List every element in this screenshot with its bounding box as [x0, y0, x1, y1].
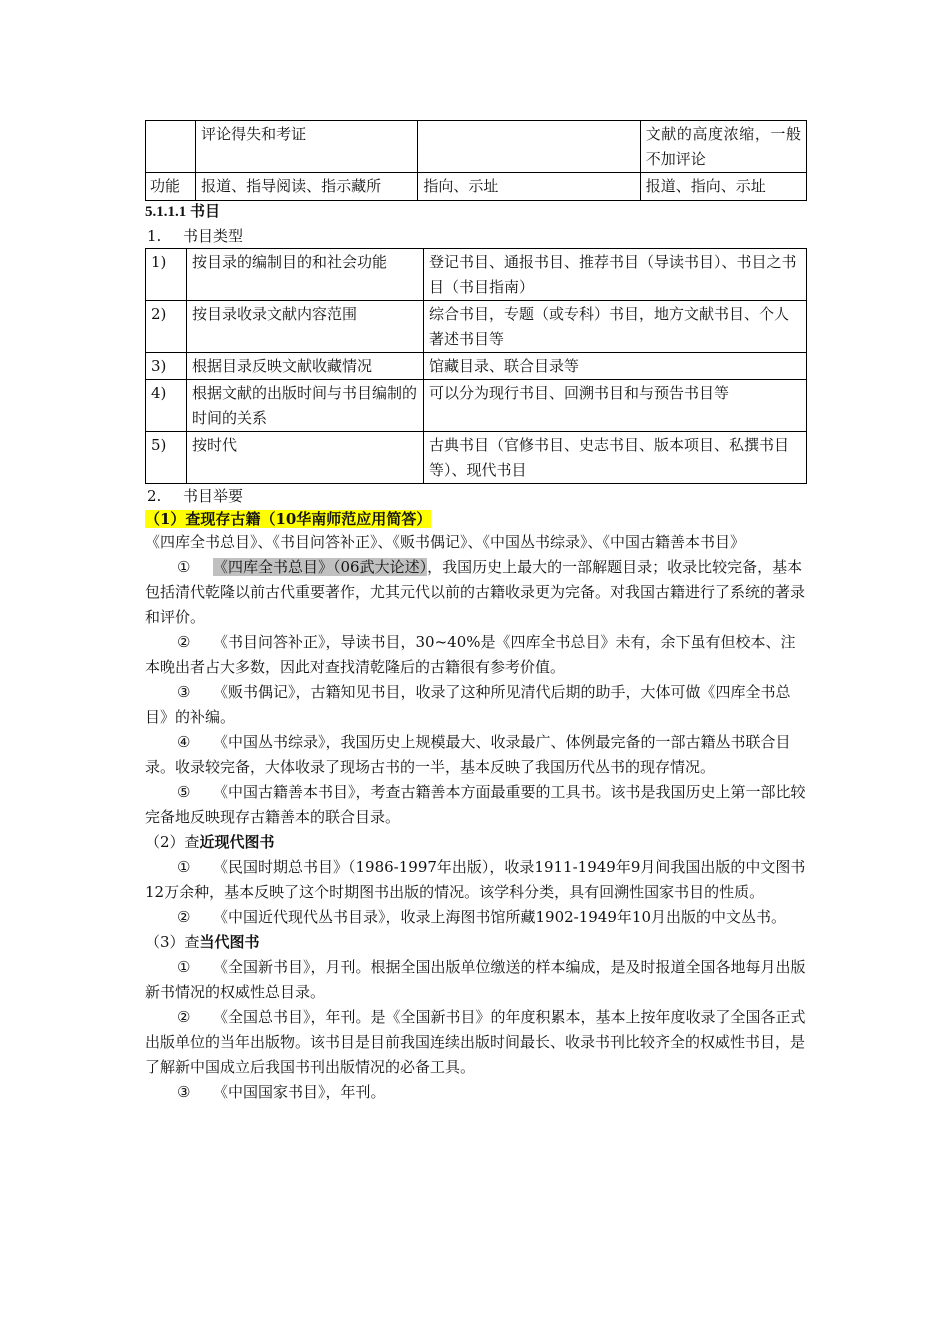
paragraph	[145, 905, 807, 930]
paragraph	[145, 780, 807, 830]
bibliography-types-table	[145, 248, 807, 484]
table-row	[146, 173, 807, 201]
subsection-heading	[145, 830, 807, 855]
paragraph: 《四库全书总目》、《书目问答补正》、《贩书偶记》、《中国丛书综录》、《中国古籍善本书目》	[145, 533, 746, 551]
table-cell: 报道、指向、示址	[640, 173, 806, 201]
paragraph-text: 《民国时期总书目》（1986-1997年出版），收录1911-1949年9月间我国出版的中文图书12万余种，基本反映了这个时期图书出版的情况。该学科分类，具有回溯性国家书目的性质。	[145, 858, 806, 901]
list-number: 2.	[147, 487, 162, 505]
list-marker: ④	[177, 733, 191, 751]
table-row	[146, 380, 807, 432]
paragraph-text: 《全国新书目》，月刊。根据全国出版单位缴送的样本编成，是及时报道全国各地每月出版新书情况的权威性总目录。	[145, 958, 806, 1001]
list-number: 1.	[147, 227, 162, 245]
list-marker: ③	[177, 683, 191, 701]
list-marker: ⑤	[177, 783, 191, 801]
comparison-table	[145, 120, 807, 201]
paragraph-text: 《书目问答补正》，导读书目，30~40%是《四库全书总目》未有，余下虽有但校本、注本晚出者占大多数，因此对查找清乾隆后的古籍很有参考价值。	[145, 633, 796, 676]
paragraph	[145, 1080, 807, 1105]
table-cell: 评论得失和考证	[196, 121, 418, 173]
table-cell: 古典书目（官修书目、史志书目、版本项目、私撰书目等）、现代书目	[424, 432, 807, 484]
paragraph	[145, 730, 807, 780]
paragraph-text: 《中国国家书目》，年刊。	[213, 1083, 386, 1101]
table-cell: 2)	[146, 301, 187, 353]
list-marker: ①	[177, 858, 191, 876]
table-cell: 3)	[146, 353, 187, 380]
table-row	[146, 249, 807, 301]
list-marker: ①	[177, 558, 191, 576]
table-row	[146, 432, 807, 484]
list-marker: ②	[177, 633, 191, 651]
heading-bold: 近现代图书	[199, 833, 275, 851]
table-cell: 指向、示址	[418, 173, 640, 201]
list-marker: ②	[177, 908, 191, 926]
section-heading: 5.1.1.1 书目	[145, 204, 221, 220]
table-cell: 文献的高度浓缩，一般不加评论	[640, 121, 806, 173]
paragraph	[145, 680, 807, 730]
document-page	[145, 120, 807, 1105]
heading-prefix: （2）查	[145, 833, 200, 851]
list-text: 书目举要	[183, 487, 244, 505]
list-text: 书目类型	[183, 227, 244, 245]
list-item	[145, 484, 807, 508]
list-marker: ②	[177, 1008, 191, 1026]
subsection-heading	[145, 930, 807, 955]
heading-bold: 当代图书	[199, 933, 260, 951]
paragraph-text: 《贩书偶记》，古籍知见书目，收录了这种所见清代后期的助手，大体可做《四库全书总目》的补编。	[145, 683, 791, 726]
list-marker: ①	[177, 958, 191, 976]
list-marker: ③	[177, 1083, 191, 1101]
paragraph	[145, 855, 807, 905]
table-cell: 可以分为现行书目、回溯书目和与预告书目等	[424, 380, 807, 432]
table-cell	[146, 121, 196, 173]
paragraph	[145, 955, 807, 1005]
table-cell: 4)	[146, 380, 187, 432]
table-cell: 根据文献的出版时间与书目编制的时间的关系	[187, 380, 424, 432]
paragraph-text: 《中国丛书综录》，我国历史上规模最大、收录最广、体例最完备的一部古籍丛书联合目录。收录较完备，大体收录了现场古书的一半，基本反映了我国历代丛书的现存情况。	[145, 733, 791, 776]
table-cell: 1)	[146, 249, 187, 301]
paragraph-text: 《中国古籍善本书目》，考查古籍善本方面最重要的工具书。该书是我国历史上第一部比较完备地反映现存古籍善本的联合目录。	[145, 783, 806, 826]
heading-prefix: （3）查	[145, 933, 200, 951]
table-cell: 按目录收录文献内容范围	[187, 301, 424, 353]
table-cell: 按目录的编制目的和社会功能	[187, 249, 424, 301]
table-row	[146, 353, 807, 380]
table-cell: 5)	[146, 432, 187, 484]
table-cell: 功能	[146, 173, 196, 201]
subsection-heading	[145, 508, 807, 530]
paragraph-text: 《中国近代现代丛书目录》，收录上海图书馆所藏1902-1949年10月出版的中文丛书。	[213, 908, 787, 926]
table-cell: 根据目录反映文献收藏情况	[187, 353, 424, 380]
list-item	[145, 224, 807, 248]
table-cell: 综合书目，专题（或专科）书目，地方文献书目、个人著述书目等	[424, 301, 807, 353]
table-cell: 登记书目、通报书目、推荐书目（导读书目）、书目之书目（书目指南）	[424, 249, 807, 301]
paragraph-text: ，我国历史上最大的一部解题目录；收录比较完备，基本包括清代乾隆以前古代重要著作，尤其元代以前的古籍收录更为完备。对我国古籍进行了系统的著录和评价。	[145, 558, 806, 626]
highlighted-heading: （1）查现存古籍（10华南师范应用简答）	[145, 510, 432, 528]
highlighted-text: 《四库全书总目》（06武大论述）	[213, 558, 428, 576]
table-row	[146, 301, 807, 353]
table-cell: 报道、指导阅读、指示藏所	[196, 173, 418, 201]
table-cell: 馆藏目录、联合目录等	[424, 353, 807, 380]
table-row	[146, 121, 807, 173]
table-cell: 按时代	[187, 432, 424, 484]
paragraph	[145, 555, 807, 630]
paragraph	[145, 630, 807, 680]
paragraph	[145, 1005, 807, 1080]
paragraph-text: 《全国总书目》，年刊。是《全国新书目》的年度积累本，基本上按年度收录了全国各正式出版单位的当年出版物。该书目是目前我国连续出版时间最长、收录书刊比较齐全的权威性书目，是了解新中国成立后我国书刊出版情况的必备工具。	[145, 1008, 806, 1076]
table-cell	[418, 121, 640, 173]
